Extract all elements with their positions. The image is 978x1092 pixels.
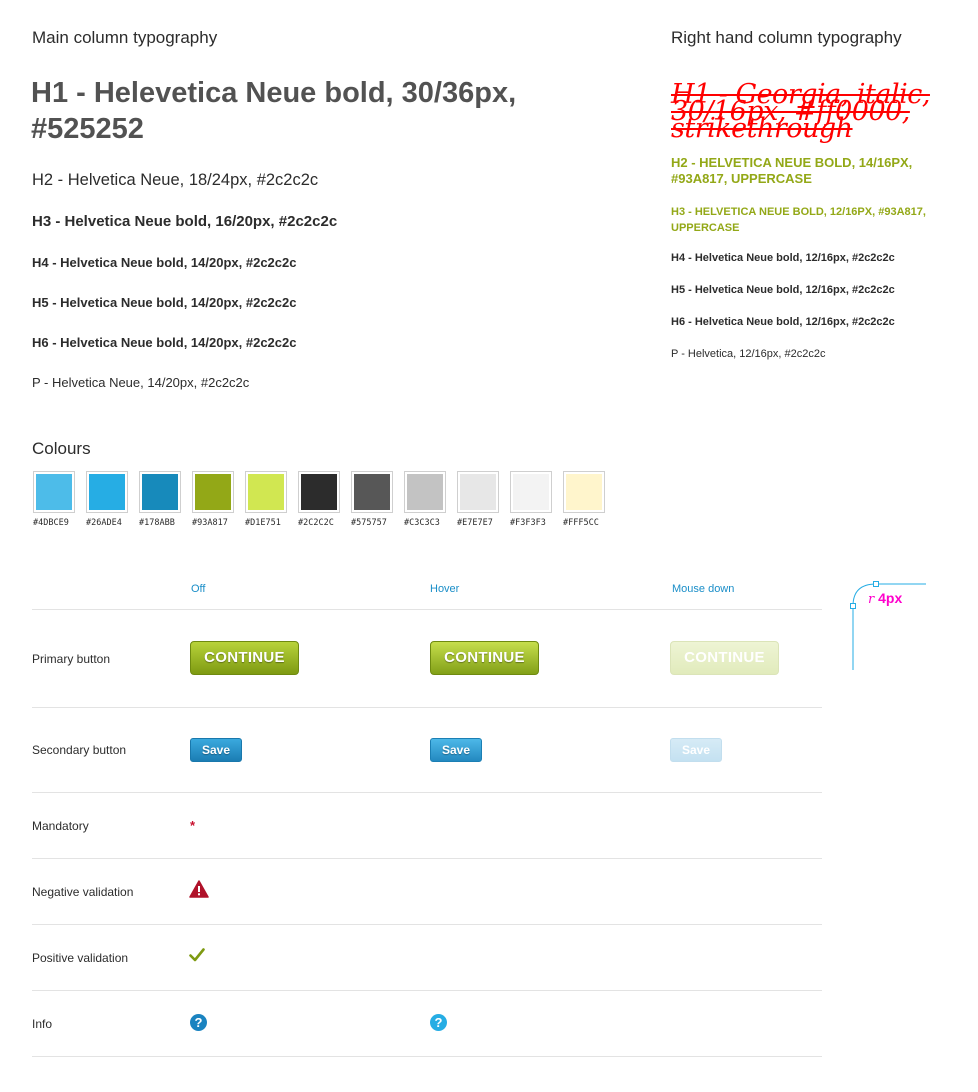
colour-swatch-fill bbox=[513, 474, 549, 510]
main-typography-title: Main column typography bbox=[32, 28, 218, 47]
table-divider bbox=[32, 924, 822, 925]
row-label-negative-validation: Negative validation bbox=[32, 885, 134, 899]
main-h5-sample: H5 - Helvetica Neue bold, 14/20px, #2c2c2c bbox=[32, 295, 297, 310]
colour-swatch-label: #575757 bbox=[351, 518, 387, 528]
colour-swatch-label: #C3C3C3 bbox=[404, 518, 440, 528]
svg-text:?: ? bbox=[194, 1015, 203, 1030]
colour-swatch-fill bbox=[36, 474, 72, 510]
right-h4-sample: H4 - Helvetica Neue bold, 12/16px, #2c2c2c bbox=[671, 252, 895, 264]
colour-swatch-fill bbox=[460, 474, 496, 510]
colour-swatch-label: #F3F3F3 bbox=[510, 518, 546, 528]
main-h3-sample: H3 - Helvetica Neue bold, 16/20px, #2c2c2c bbox=[32, 213, 338, 230]
right-p-sample: P - Helvetica, 12/16px, #2c2c2c bbox=[671, 348, 826, 360]
secondary-button-hover[interactable]: Save bbox=[430, 738, 482, 762]
colour-swatch-label: #E7E7E7 bbox=[457, 518, 493, 528]
colour-swatch bbox=[351, 471, 393, 513]
colour-swatch-fill bbox=[142, 474, 178, 510]
table-divider bbox=[32, 858, 822, 859]
right-h2-sample: H2 - HELVETICA NEUE BOLD, 14/16PX, #93A817, UPPERCASE bbox=[671, 155, 913, 186]
main-h1-sample: H1 - Helevetica Neue bold, 30/36px, #525252 bbox=[31, 77, 517, 145]
state-header-mouse-down: Mouse down bbox=[672, 583, 735, 595]
table-divider bbox=[32, 707, 822, 708]
primary-button-off[interactable]: CONTINUE bbox=[190, 641, 299, 675]
colour-swatch bbox=[245, 471, 287, 513]
checkmark-icon bbox=[189, 947, 205, 968]
colour-swatch bbox=[563, 471, 605, 513]
colour-swatch-fill bbox=[89, 474, 125, 510]
table-divider bbox=[32, 609, 822, 610]
colour-swatch-fill bbox=[301, 474, 337, 510]
state-header-hover: Hover bbox=[430, 583, 460, 595]
corner-radius-prefix: r bbox=[868, 592, 875, 607]
colour-swatch bbox=[298, 471, 340, 513]
colour-swatch-fill bbox=[354, 474, 390, 510]
row-label-info: Info bbox=[32, 1017, 53, 1031]
row-label-primary-button: Primary button bbox=[32, 652, 111, 666]
primary-button-hover[interactable]: CONTINUE bbox=[430, 641, 539, 675]
main-p-sample: P - Helvetica Neue, 14/20px, #2c2c2c bbox=[32, 375, 250, 390]
table-divider bbox=[32, 990, 822, 991]
row-label-positive-validation: Positive validation bbox=[32, 951, 129, 965]
primary-button-mouse-down[interactable]: CONTINUE bbox=[670, 641, 779, 675]
row-label-mandatory: Mandatory bbox=[32, 819, 89, 833]
main-h2-sample: H2 - Helvetica Neue, 18/24px, #2c2c2c bbox=[32, 171, 319, 189]
svg-text:?: ? bbox=[434, 1015, 443, 1030]
colour-swatch bbox=[510, 471, 552, 513]
colour-swatch bbox=[86, 471, 128, 513]
colour-swatch-label: #2C2C2C bbox=[298, 518, 334, 528]
colour-swatch-label: #178ABB bbox=[139, 518, 175, 528]
question-circle-icon[interactable] bbox=[189, 1013, 208, 1037]
state-header-off: Off bbox=[191, 583, 206, 595]
table-divider bbox=[32, 1056, 822, 1057]
main-h6-sample: H6 - Helvetica Neue bold, 14/20px, #2c2c2c bbox=[32, 335, 297, 350]
colour-swatch bbox=[457, 471, 499, 513]
right-h6-sample: H6 - Helvetica Neue bold, 12/16px, #2c2c2c bbox=[671, 316, 895, 328]
right-h3-sample: H3 - HELVETICA NEUE BOLD, 12/16PX, #93A817, UPPERCASE bbox=[671, 206, 926, 234]
mandatory-asterisk: * bbox=[190, 818, 196, 833]
secondary-button-mouse-down[interactable]: Save bbox=[670, 738, 722, 762]
colours-title: Colours bbox=[32, 439, 91, 458]
right-h1-sample: H1 - Georgia, italic, 30/16px, #ff0000, strikethrough bbox=[671, 79, 930, 144]
main-h4-sample: H4 - Helvetica Neue bold, 14/20px, #2c2c2c bbox=[32, 255, 297, 270]
table-divider bbox=[32, 792, 822, 793]
colour-swatch-fill bbox=[248, 474, 284, 510]
colour-swatch-fill bbox=[407, 474, 443, 510]
colour-swatch bbox=[404, 471, 446, 513]
colour-swatch bbox=[33, 471, 75, 513]
colour-swatch-fill bbox=[195, 474, 231, 510]
colour-swatch-label: #26ADE4 bbox=[86, 518, 122, 528]
corner-radius-value: 4px bbox=[878, 590, 903, 606]
row-label-secondary-button: Secondary button bbox=[32, 743, 127, 757]
right-h5-sample: H5 - Helvetica Neue bold, 12/16px, #2c2c2c bbox=[671, 284, 895, 296]
colour-swatch bbox=[139, 471, 181, 513]
colour-swatch-label: #93A817 bbox=[192, 518, 228, 528]
colour-swatch-label: #D1E751 bbox=[245, 518, 281, 528]
question-circle-icon[interactable] bbox=[429, 1013, 448, 1037]
right-typography-title: Right hand column typography bbox=[671, 28, 902, 47]
corner-radius-label bbox=[868, 590, 902, 607]
colour-swatch-label: #4DBCE9 bbox=[33, 518, 69, 528]
warning-triangle-icon bbox=[189, 880, 209, 903]
secondary-button-off[interactable]: Save bbox=[190, 738, 242, 762]
colour-swatch-label: #FFF5CC bbox=[563, 518, 599, 528]
colour-swatch bbox=[192, 471, 234, 513]
colour-swatch-fill bbox=[566, 474, 602, 510]
